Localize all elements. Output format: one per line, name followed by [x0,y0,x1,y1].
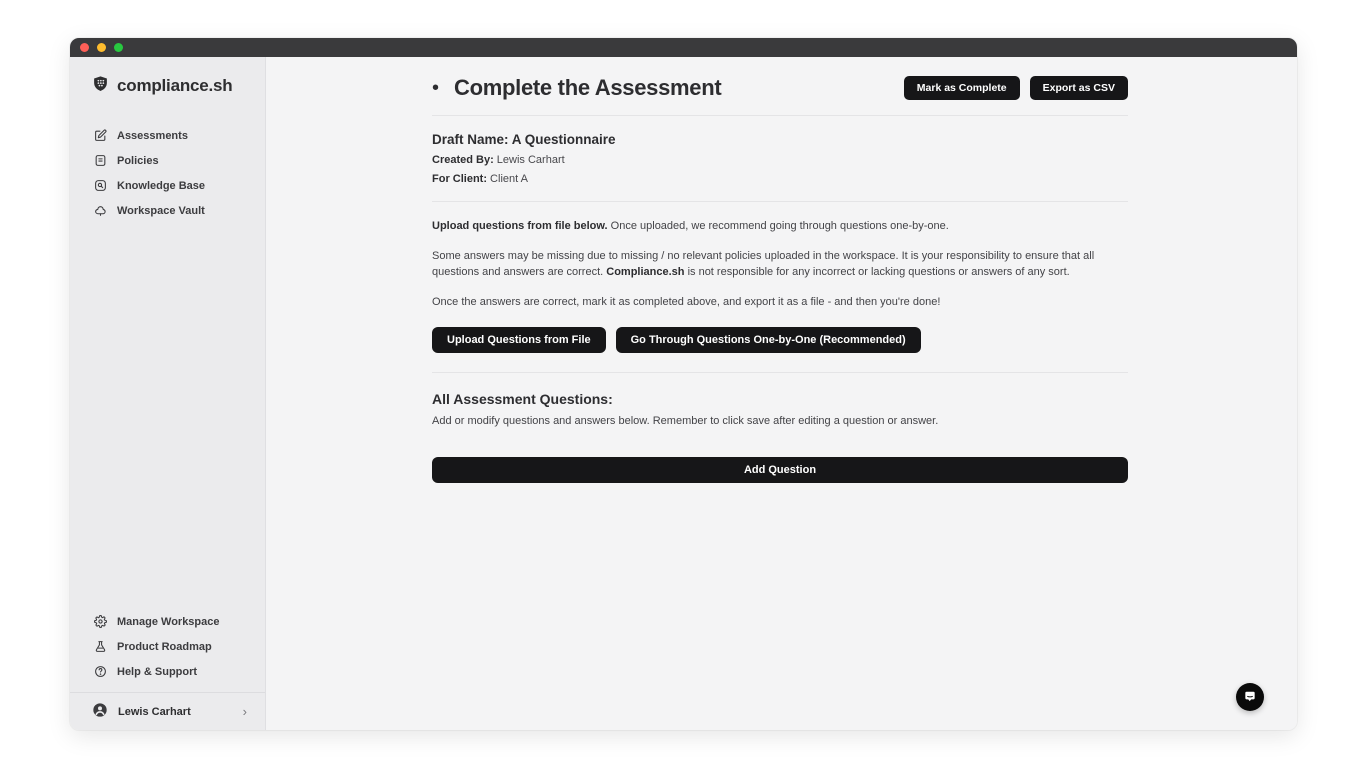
upload-questions-button[interactable]: Upload Questions from File [432,327,606,353]
app-window [70,38,1297,730]
sidebar-item-label: Policies [117,154,159,167]
sidebar-footer-nav [70,609,265,692]
add-question-button[interactable]: Add Question [432,457,1128,483]
created-by-label: Created By: [432,154,494,166]
zoom-window-button[interactable] [114,43,123,52]
sidebar-nav [70,123,265,223]
section-divider [432,372,1128,373]
help-circle-icon [94,665,107,678]
minimize-window-button[interactable] [97,43,106,52]
app-logo[interactable] [70,57,265,97]
logo-text: compliance.sh [117,76,233,95]
export-as-csv-button[interactable]: Export as CSV [1030,76,1128,100]
gear-icon [94,615,107,628]
for-client-value: Client A [487,173,528,185]
mark-as-complete-button[interactable]: Mark as Complete [904,76,1020,100]
instructions-p2-text2: is not responsible for any incorrect or lacking questions or answers of any sort. [684,266,1070,278]
instructions-p2-bold: Compliance.sh [606,266,685,278]
questions-section-heading: All Assessment Questions: [432,391,613,407]
created-by-value: Lewis Carhart [493,154,565,166]
avatar-icon [92,702,108,721]
instructions-paragraph-2 [432,248,1128,281]
flask-icon [94,640,107,653]
workspace-vault-icon [94,204,107,217]
user-menu[interactable] [70,692,265,730]
sidebar-item-label: Help & Support [117,665,198,678]
chevron-right-icon: › [242,704,247,719]
header-divider [432,115,1128,116]
sidebar-item-workspace-vault[interactable] [70,198,265,223]
policies-document-icon [94,154,107,167]
draft-name: Draft Name: A Questionnaire [432,132,616,147]
window-titlebar [70,38,1297,57]
sidebar-item-label: Workspace Vault [117,204,205,217]
for-client-line [432,173,1128,185]
knowledge-base-search-icon [94,179,107,192]
user-name: Lewis Carhart [118,705,191,718]
sidebar-item-assessments[interactable] [70,123,265,148]
title-bullet: • [432,77,440,99]
sidebar-item-label: Knowledge Base [117,179,206,192]
sidebar-item-policies[interactable] [70,148,265,173]
draft-divider [432,201,1128,202]
instructions-p1-text: Once uploaded, we recommend going through questions one-by-one. [607,220,949,232]
instructions-paragraph-1 [432,218,1128,235]
sidebar-item-knowledge-base[interactable] [70,173,265,198]
sidebar-item-help-support[interactable] [70,659,265,684]
sidebar-item-label: Assessments [117,129,188,142]
instructions-p2-text1: Some answers may be missing due to missing / no relevant policies uploaded in the workspace. It is your responsibility to ensure that all questions and answers are correct. [432,249,1095,278]
questions-section-description: Add or modify questions and answers below. Remember to click save after editing a question or answer. [432,415,939,427]
chat-bubble-icon [1243,690,1257,704]
sidebar-item-label: Manage Workspace [117,615,220,628]
sidebar-item-label: Product Roadmap [117,640,212,653]
for-client-label: For Client: [432,173,487,185]
close-window-button[interactable] [80,43,89,52]
shield-logo-icon [92,75,109,97]
instructions-p1-bold: Upload questions from file below. [432,220,608,232]
go-through-questions-button[interactable]: Go Through Questions One-by-One (Recommended) [616,327,921,353]
created-by-line [432,154,1128,166]
instructions-paragraph-3: Once the answers are correct, mark it as completed above, and export it as a file - and then you're done! [432,295,941,308]
sidebar-item-product-roadmap[interactable] [70,634,265,659]
main-content [266,57,1297,730]
page-title: Complete the Assessment [454,75,722,100]
chat-widget-button[interactable] [1236,683,1264,711]
sidebar-item-manage-workspace[interactable] [70,609,265,634]
sidebar [70,57,266,730]
assessments-edit-icon [94,129,107,142]
